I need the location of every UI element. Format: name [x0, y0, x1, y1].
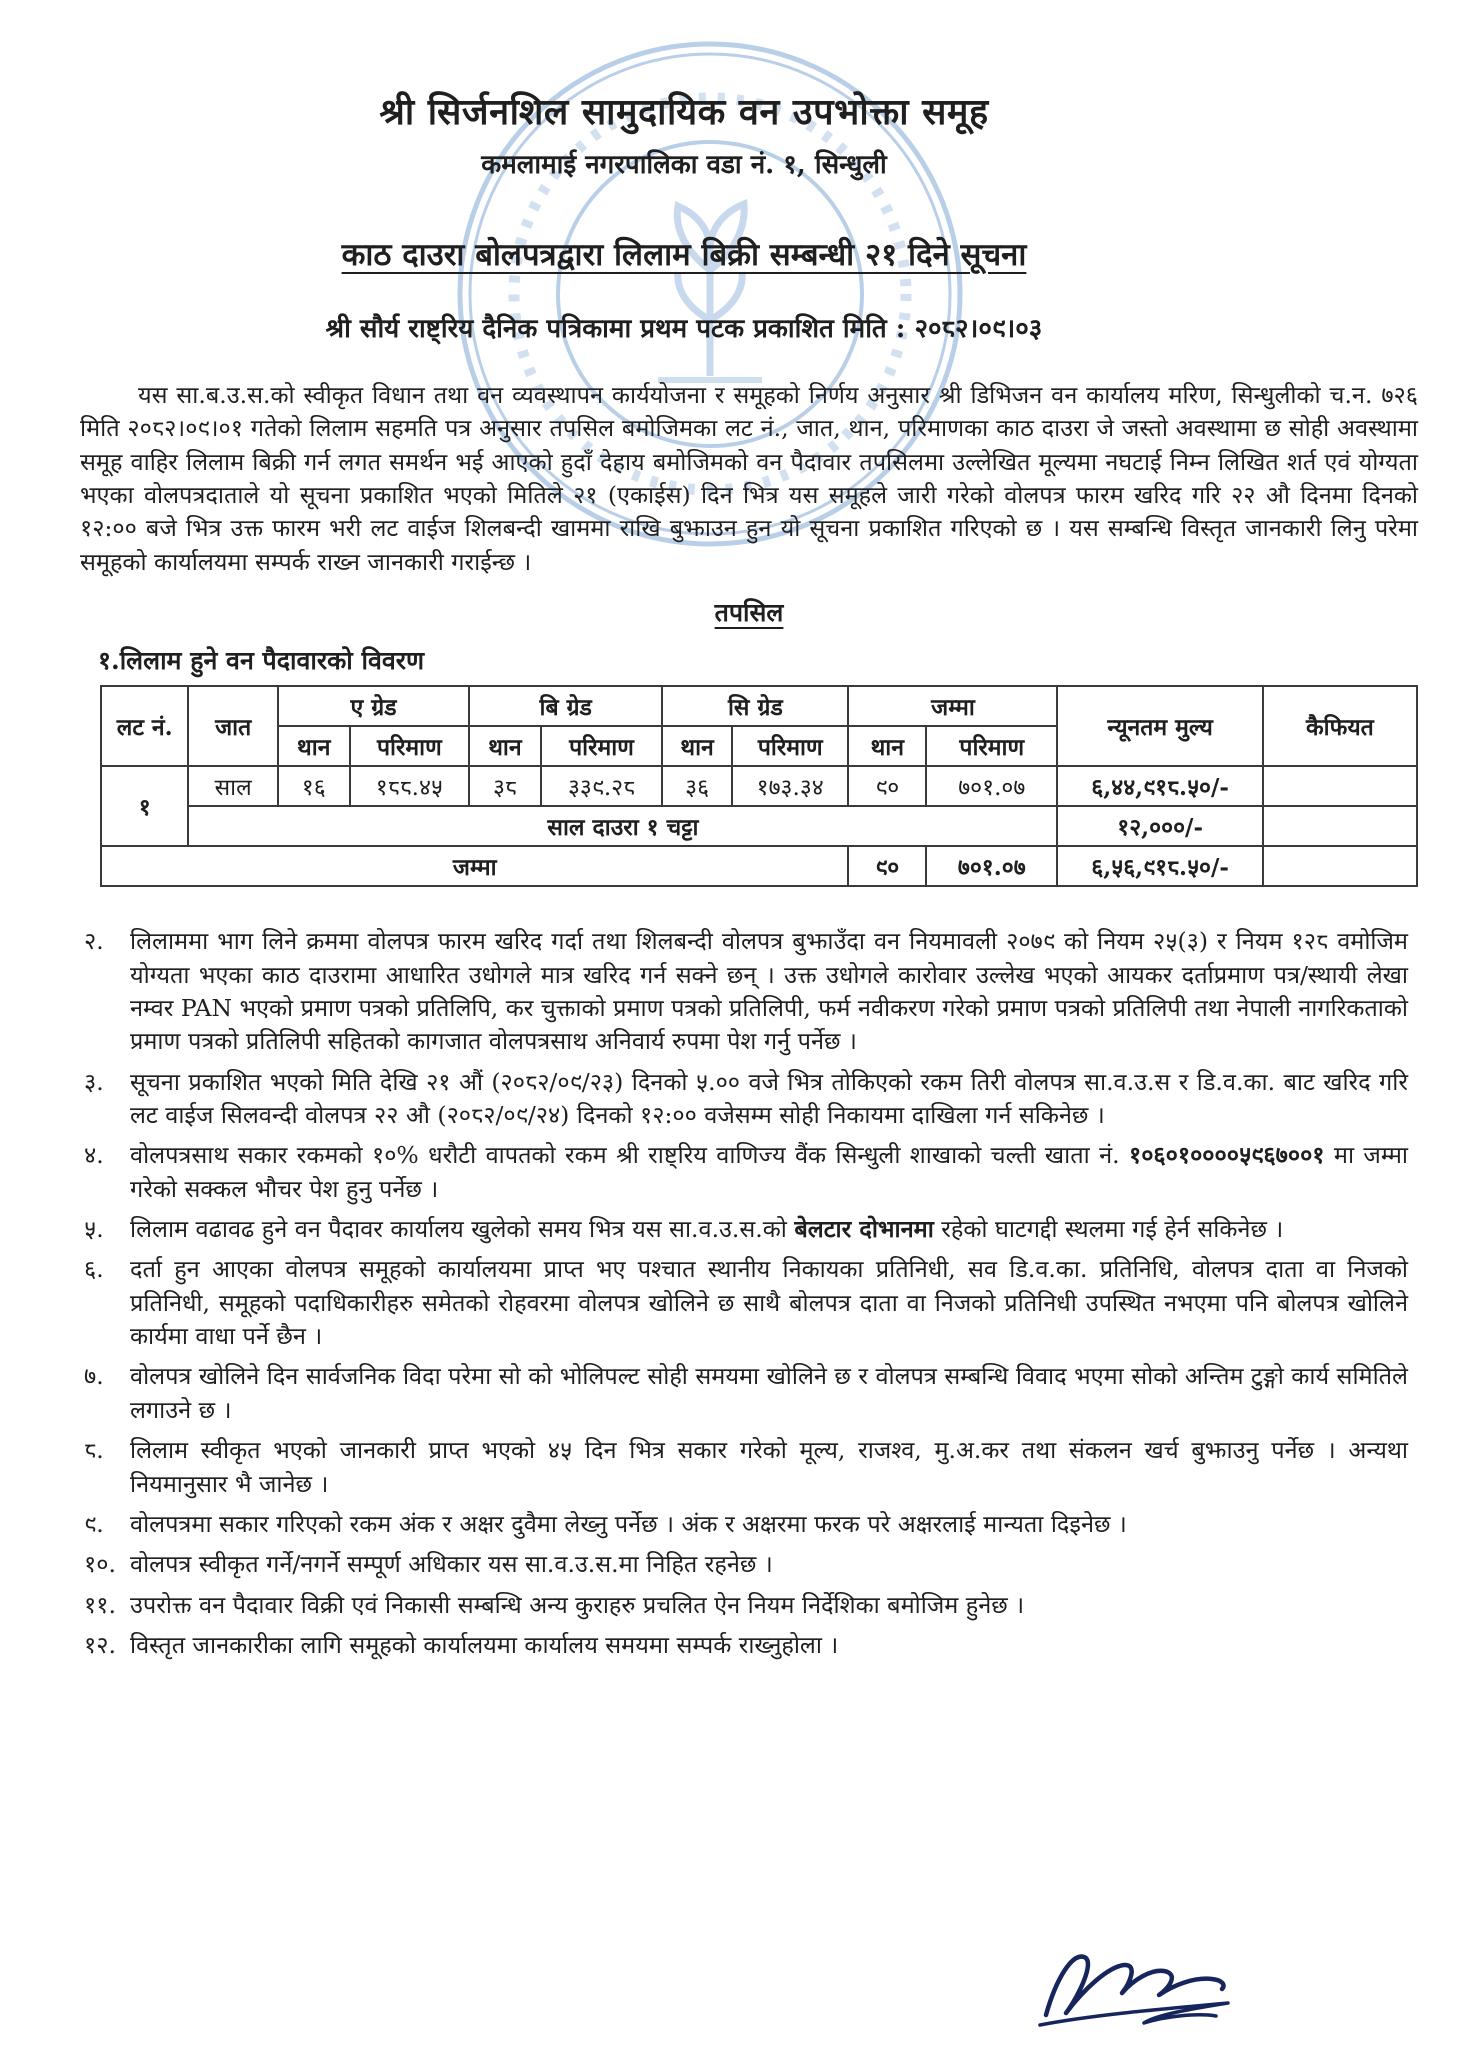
- term-text-post: रहेको घाटगद्दी स्थलमा गई हेर्न सकिनेछ ।: [933, 1215, 1284, 1244]
- org-name: श्री सिर्जनशिल सामुदायिक वन उपभोक्ता समूह: [379, 91, 989, 133]
- list-item: [80, 925, 1418, 1058]
- cell-species: साल: [188, 766, 278, 806]
- table-caption: १.लिलाम हुने वन पैदावारको विवरण: [98, 646, 425, 676]
- term-text: दर्ता हुन आएका वोलपत्र समूहको कार्यालयमा प्राप्त भए पश्चात स्थानीय निकायका प्रतिनिधी, सव डि.व.का. प्रतिनिधि, वोलपत्र दाता वा निजको प्रतिनिधी, समूहको पदाधिकारीहरु समेतको रोहवरमा वोलपत्र खोलिने छ साथै बोलपत्र दाता वा निजको प्रतिनिधी उपस्थित नभएमा पनि बोलपत्र खोलिने कार्यमा वाधा पर्ने छैन ।: [130, 1255, 1408, 1351]
- depot-location: बेलटार दोभानमा: [794, 1215, 934, 1244]
- subcol-c-vol: परिमाण: [732, 726, 849, 766]
- table-header-row-1: [101, 686, 1417, 726]
- term-text: लिलाम स्वीकृत भएको जानकारी प्राप्त भएको ४५ दिन भित्र सकार गरेको मूल्य, राजश्व, मु.अ.कर तथा संकलन खर्च बुझाउनु पर्नेछ । अन्यथा नियमानुसार भै जानेछ ।: [130, 1436, 1408, 1498]
- list-item: [80, 1548, 1418, 1581]
- term-number: ८.: [84, 1436, 104, 1465]
- col-header-min-price: न्यूनतम मुल्य: [1057, 686, 1262, 766]
- term-text: वोलपत्र स्वीकृत गर्ने/नगर्ने सम्पूर्ण अधिकार यस सा.व.उ.स.मा निहित रहनेछ ।: [130, 1550, 773, 1579]
- terms-list: [80, 925, 1418, 1662]
- subcol-t-vol: परिमाण: [926, 726, 1057, 766]
- subcol-t-qty: थान: [848, 726, 926, 766]
- term-text: [130, 1213, 1418, 1246]
- org-address: कमलामाई नगरपालिका वडा नं. १, सिन्धुली: [481, 150, 887, 180]
- cell-t-vol: ७०१.०७: [926, 766, 1057, 806]
- list-item: [80, 1629, 1418, 1662]
- table-row: [101, 766, 1417, 806]
- term-text: [130, 1139, 1418, 1206]
- list-item: [80, 1139, 1418, 1206]
- cell-a-vol: १८८.४५: [350, 766, 470, 806]
- term-text: वोलपत्रमा सकार गरिएको रकम अंक र अक्षर दुवैमा लेख्नु पर्नेछ । अंक र अक्षरमा फरक परे अक्षरलाई मान्यता दिइनेछ ।: [130, 1509, 1127, 1538]
- list-item: [80, 1360, 1418, 1427]
- col-header-lot: लट नं.: [101, 686, 188, 766]
- col-header-remarks: कैफियत: [1263, 686, 1417, 766]
- subcol-b-qty: थान: [469, 726, 541, 766]
- subcol-a-vol: परिमाण: [350, 726, 470, 766]
- table-total-row: [101, 846, 1417, 886]
- signature-scribble: [1032, 1927, 1242, 2047]
- term-text-pre: लिलाम वढावढ हुने वन पैदावर कार्यालय खुलेको समय भित्र यस सा.व.उ.स.को: [130, 1215, 795, 1244]
- term-text-post: मा जम्मा गरेको सक्कल भौचर पेश हुनु पर्नेछ ।: [130, 1141, 1409, 1203]
- list-item: [80, 1253, 1418, 1353]
- term-number: २.: [84, 927, 104, 956]
- document-header: [104, 86, 1264, 345]
- section-label-tapasil: तपसिल: [714, 598, 784, 628]
- cell-firewood-price: १२,०००/-: [1057, 806, 1262, 846]
- col-header-grade-b: बि ग्रेड: [469, 686, 662, 726]
- list-item: [80, 1589, 1418, 1622]
- notice-body-paragraph: यस सा.ब.उ.स.को स्वीकृत विधान तथा वन व्यवस्थापन कार्ययोजना र समूहको निर्णय अनुसार श्री डिभिजन वन कार्यालय मरिण, सिन्धुलीको च.न. ७२६ मिति २०८२।०९।०१ गतेको लिलाम सहमति पत्र अनुसार तपसिल बमोजिमका लट नं., जात, थान, परिमाणका काठ दाउरा जे जस्तो अवस्थामा छ सोही अवस्थामा समूह वाहिर लिलाम बिक्री गर्न लगत समर्थन भई आएको हुदाँ देहाय बमोजिमको वन पैदावार तपसिलमा उल्लेखित मूल्यमा नघटाई निम्न लिखित शर्त एवं योग्यता भएका वोलपत्रदाताले यो सूचना प्रकाशित भएको मितिले २१ (एकाईस) दिन भित्र यस समूहले जारी गरेको वोलपत्र फारम खरिद गरि २२ औ दिनमा दिनको १२:०० बजे भित्र उक्त फारम भरी लट वाईज शिलबन्दी खाममा राखि बुझाउन हुन यो सूचना प्रकाशित गरिएको छ । यस सम्बन्धि विस्तृत जानकारी लिनु परेमा समूहको कार्यालयमा सम्पर्क राख्न जानकारी गराईन्छ ।: [80, 381, 1418, 576]
- term-number: १०.: [84, 1550, 116, 1579]
- term-number: ९.: [84, 1509, 104, 1538]
- term-number: ११.: [84, 1590, 116, 1619]
- subcol-b-vol: परिमाण: [541, 726, 662, 766]
- term-number: ३.: [84, 1067, 104, 1096]
- cell-total-label: जम्मा: [101, 846, 848, 886]
- bank-account-number: १०६०१००००५९६७००१: [1128, 1141, 1325, 1170]
- cell-remarks: [1263, 846, 1417, 886]
- list-item: [80, 1213, 1418, 1246]
- cell-firewood-label: साल दाउरा १ चट्टा: [188, 806, 1057, 846]
- cell-c-qty: ३६: [662, 766, 732, 806]
- cell-t-qty: ९०: [848, 766, 926, 806]
- table-row: [101, 806, 1417, 846]
- cell-total-price: ६,५६,९१८.५०/-: [1057, 846, 1262, 886]
- cell-remarks: [1263, 766, 1417, 806]
- cell-total-qty: ९०: [848, 846, 926, 886]
- list-item: [80, 1434, 1418, 1501]
- term-text-pre: वोलपत्रसाथ सकार रकमको १०% धरौटी वापतको रकम श्री राष्ट्रिय वाणिज्य वैंक सिन्धुली शाखाको चल्ती खाता नं.: [130, 1141, 1129, 1170]
- term-text: उपरोक्त वन पैदावार विक्री एवं निकासी सम्बन्धि अन्य कुराहरु प्रचलित ऐन नियम निर्देशिका बमोजिम हुनेछ ।: [130, 1590, 1025, 1619]
- cell-lot-number: १: [101, 766, 188, 846]
- cell-total-vol: ७०१.०७: [926, 846, 1057, 886]
- col-header-grade-a: ए ग्रेड: [278, 686, 469, 726]
- auction-lot-table: [100, 685, 1418, 887]
- subcol-c-qty: थान: [662, 726, 732, 766]
- col-header-total: जम्मा: [848, 686, 1057, 726]
- term-number: ७.: [84, 1362, 104, 1391]
- list-item: [80, 1066, 1418, 1133]
- list-item: [80, 1508, 1418, 1541]
- subcol-a-qty: थान: [278, 726, 350, 766]
- term-text: सूचना प्रकाशित भएको मिति देखि २१ औं (२०८२/०९/२३) दिनको ५.०० वजे भित्र तोकिएको रकम तिरी वोलपत्र सा.व.उ.स र डि.व.का. बाट खरिद गरि लट वाईज सिलवन्दी वोलपत्र २२ औ (२०८२/०९/२४) दिनको १२:०० वजेसम्म सोही निकायमा दाखिला गर्न सकिनेछ ।: [130, 1067, 1408, 1129]
- term-text: विस्तृत जानकारीका लागि समूहको कार्यालयमा कार्यालय समयमा सम्पर्क राख्नुहोला ।: [130, 1630, 839, 1659]
- cell-c-vol: १७३.३४: [732, 766, 849, 806]
- term-text: लिलाममा भाग लिने क्रममा वोलपत्र फारम खरिद गर्दा तथा शिलबन्दी वोलपत्र बुझाउँदा वन नियमावली २०७९ को नियम २५(३) र नियम १२८ वमोजिम योग्यता भएका काठ दाउरामा आधारित उधोगले मात्र खरिद गर्न सक्ने छन् । उक्त उधोगले कारोवार उल्लेख भएको आयकर दर्ताप्रमाण पत्र/स्थायी लेखा नम्वर PAN भएको प्रमाण पत्रको प्रतिलिपि, कर चुक्ताको प्रमाण पत्रको प्रतिलिपी, फर्म नवीकरण गरेको प्रमाण पत्रको प्रतिलिपी तथा नेपाली नागरिकताको प्रमाण पत्रको प्रतिलिपी सहितको कागजात वोलपत्रसाथ अनिवार्य रुपमा पेश गर्नु पर्नेछ ।: [130, 927, 1408, 1056]
- cell-remarks: [1263, 806, 1417, 846]
- notice-title: काठ दाउरा बोलपत्रद्वारा लिलाम बिक्री सम्बन्धी २१ दिने सूचना: [341, 237, 1027, 273]
- cell-b-qty: ३८: [469, 766, 541, 806]
- term-number: १२.: [84, 1630, 116, 1659]
- cell-b-vol: ३३९.२८: [541, 766, 662, 806]
- term-number: ४.: [84, 1141, 104, 1170]
- cell-a-qty: १६: [278, 766, 350, 806]
- term-number: ५.: [84, 1215, 104, 1244]
- term-text: वोलपत्र खोलिने दिन सार्वजनिक विदा परेमा सो को भोलिपल्ट सोही समयमा खोलिने छ र वोलपत्र सम्बन्धि विवाद भएमा सोको अन्तिम टुङ्गो कार्य समितिले लगाउने छ ।: [130, 1362, 1408, 1424]
- col-header-species: जात: [188, 686, 278, 766]
- term-number: ६.: [84, 1255, 104, 1284]
- publication-date-line: श्री सौर्य राष्ट्रिय दैनिक पत्रिकामा प्रथम पटक प्रकाशित मिति : २०८२।०९।०३: [325, 314, 1043, 344]
- cell-min-price: ६,४४,९१८.५०/-: [1057, 766, 1262, 806]
- col-header-grade-c: सि ग्रेड: [662, 686, 848, 726]
